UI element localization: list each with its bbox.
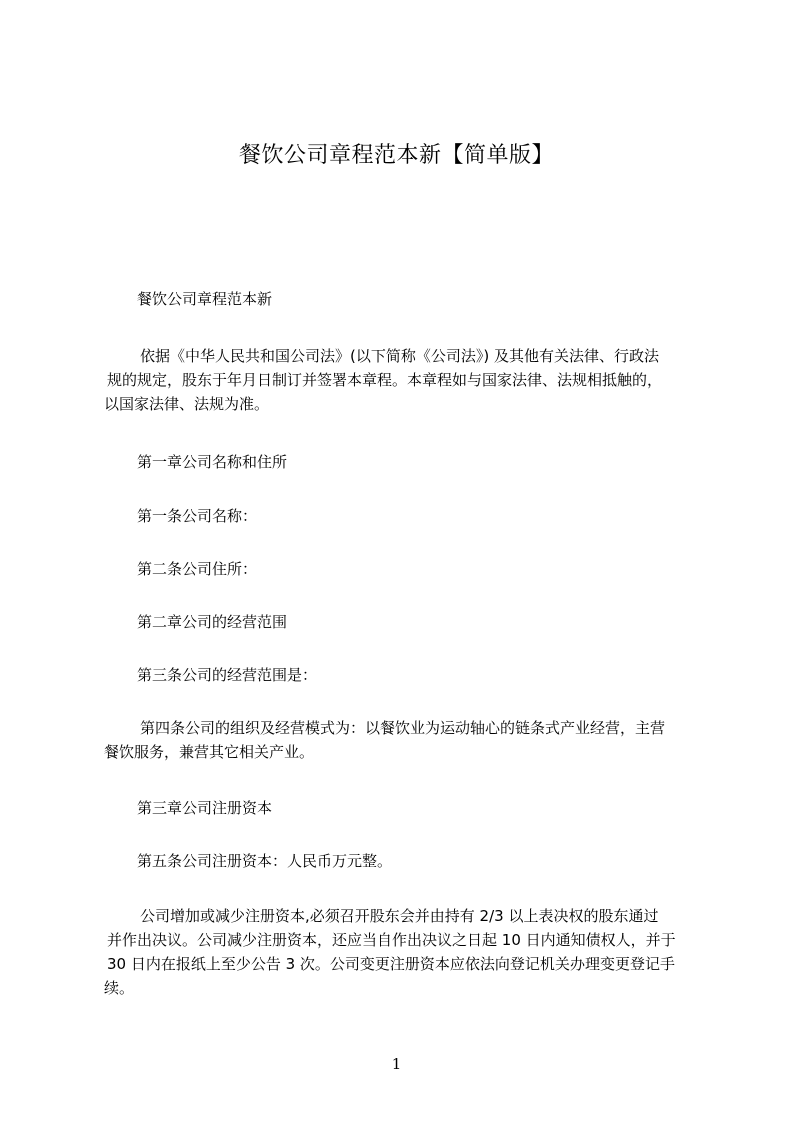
preamble-line: 以国家法律、法规为准。 [104,395,270,413]
article-4-line: 餐饮服务，兼营其它相关产业。 [104,743,315,761]
preamble-line: 依据《中华人民共和国公司法》(以下简称《公司法》) 及其他有关法律、行政法 [140,347,659,365]
chapter-2-text: 第二章公司的经营范围 [137,613,288,631]
article-4-paragraph [104,716,702,764]
page-number: 1 [391,1055,402,1073]
chapter-2-heading [104,610,702,634]
chapter-1-heading [104,450,702,474]
capital-change-line: 续。 [104,979,135,997]
preamble-line: 规的规定，股东于年月日制订并签署本章程。本章程如与国家法律、法规相抵触的， [107,371,663,389]
preamble-paragraph [104,344,702,416]
article-2-text: 第二条公司住所： [137,560,258,578]
chapter-3-heading [104,796,702,820]
article-4-line: 第四条公司的组织及经营模式为：以餐饮业为运动轴心的链条式产业经营，主营 [140,719,666,737]
article-1-text: 第一条公司名称： [137,507,258,525]
article-2 [104,557,702,581]
chapter-3-text: 第三章公司注册资本 [137,799,273,817]
capital-change-line: 30 日内在报纸上至少公告 3 次。公司变更注册资本应依法向登记机关办理变更登记手 [107,955,675,973]
capital-change-paragraph [104,904,702,1000]
document-title: 餐饮公司章程范本新【简单版】 [238,143,554,168]
capital-change-line: 并作出决议。公司减少注册资本，还应当自作出决议之日起 10 日内通知债权人，并于 [107,931,676,949]
article-5-text: 第五条公司注册资本：人民币万元整。 [137,852,393,870]
article-1 [104,504,702,528]
article-3-text: 第三条公司的经营范围是： [137,666,318,684]
capital-change-line: 公司增加或减少注册资本,必须召开股东会并由持有 2/3 以上表决权的股东通过 [140,907,659,925]
article-5 [104,849,702,873]
chapter-1-text: 第一章公司名称和住所 [137,453,288,471]
subtitle-text: 餐饮公司章程范本新 [137,290,273,308]
document-subtitle [104,287,702,311]
article-3 [104,663,702,687]
